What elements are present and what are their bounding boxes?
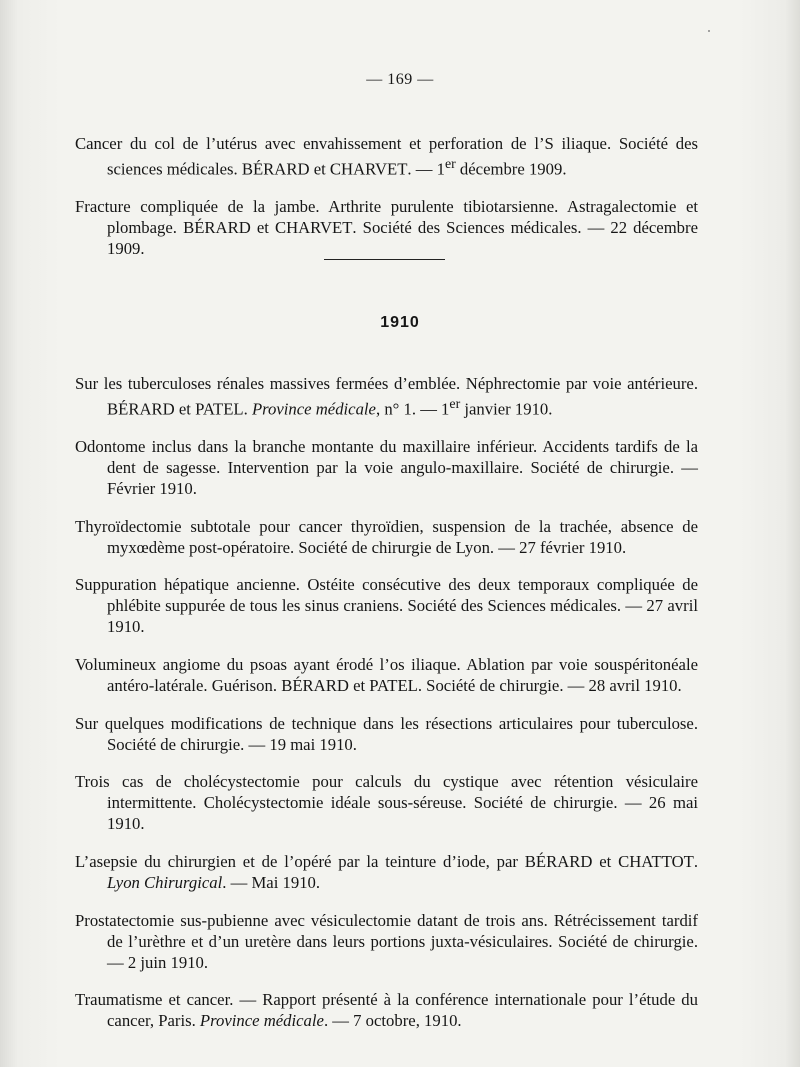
bibliography-entry: Sur quelques modifications de technique dans les résections articulaires pour tuberculose. Société de chirurgie. — 19 mai 1910. [75, 713, 698, 754]
bibliography-entry: Prostatectomie sus-pubienne avec vésiculectomie datant de trois ans. Rétrécissement tardif de l’urèthre et d’un uretère dans leurs portions juxta-vésiculaires. Société de chirurgie. — 2 juin 1910. [75, 910, 698, 972]
bibliography-entry: L’asepsie du chirurgien et de l’opéré par la teinture d’iode, par BÉRARD et CHATTOT. Lyon Chirurgical. — Mai 1910. [75, 852, 699, 893]
bibliography-entry: Thyroïdectomie subtotale pour cancer thyroïdien, suspension de la trachée, absence de myxœdème post-opératoire. Société de chirurgie de Lyon. — 27 février 1910. [75, 516, 698, 557]
bibliography-entry: Fracture compliquée de la jambe. Arthrite purulente tibiotarsienne. Astragalectomie et plombage. BÉRARD et CHARVET. Société des Sciences médicales. — 22 décembre 1909. [75, 196, 698, 258]
bibliography-entry: Trois cas de cholécystectomie pour calculs du cystique avec rétention vésiculaire intermittente. Cholécystectomie idéale sous-séreuse. Société de chirurgie. — 26 mai 1910. [75, 772, 698, 834]
bibliography-entry: Suppuration hépatique ancienne. Ostéite consécutive des deux temporaux compliquée de phlébite suppurée de tous les sinus craniens. Société des Sciences médicales. — 27 avril 1910. [75, 575, 698, 637]
bibliography-entry: Cancer du col de l’utérus avec envahissement et perforation de l’S iliaque. Société des sciences médicales. BÉRARD et CHARVET. — 1er décembre 1909. [75, 133, 698, 179]
entries-1910 [75, 356, 698, 1035]
bibliography-entry: Sur les tuberculoses rénales massives fermées d’emblée. Néphrectomie par voie antérieure. BÉRARD et PATEL. Province médicale, n° 1. — 1er janvier 1910. [75, 373, 698, 419]
entries-1909 [75, 116, 698, 263]
speck [708, 30, 710, 32]
bibliography-entry: Traumatisme et cancer. — Rapport présenté à la conférence internationale pour l’étude du cancer, Paris. Province médicale. — 7 octobre, 1910. [75, 990, 698, 1031]
year-heading: 1910 [380, 314, 420, 331]
bibliography-entry: Odontome inclus dans la branche montante du maxillaire inférieur. Accidents tardifs de la dent de sagesse. Intervention par la voie angulo-maxillaire. Société de chirurgie. — Février 1910. [75, 436, 698, 498]
bibliography-entry: Volumineux angiome du psoas ayant érodé l’os iliaque. Ablation par voie souspéritonéale antéro-latérale. Guérison. BÉRARD et PATEL. Société de chirurgie. — 28 avril 1910. [75, 655, 698, 695]
page-number: — 169 — [366, 71, 434, 88]
section-divider [324, 259, 445, 260]
